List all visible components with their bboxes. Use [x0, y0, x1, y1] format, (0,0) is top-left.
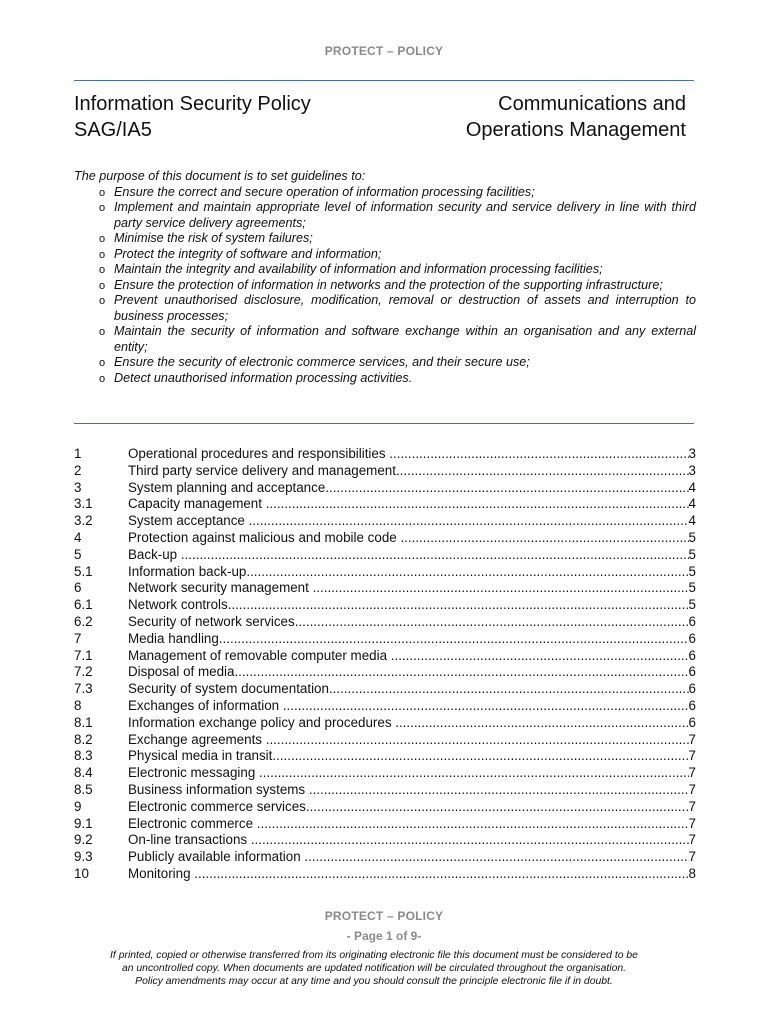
toc-section-number: 9.3: [74, 849, 93, 865]
toc-section-title: Capacity management: [128, 496, 266, 512]
toc-page-number: 5: [688, 529, 696, 545]
toc-section-title: Information exchange policy and procedures: [128, 714, 396, 730]
toc-section-number: 10: [74, 865, 89, 881]
footer-disclaimer: [74, 949, 674, 988]
toc-dot-leader: [246, 564, 688, 581]
toc-section-number: 9.2: [74, 832, 93, 848]
purpose-list: [74, 185, 696, 387]
document-title: [74, 91, 311, 143]
toc-section-title: Electronic commerce: [128, 815, 257, 831]
toc-page-number: 6: [688, 664, 696, 680]
toc-section-title: Information back-up: [128, 563, 247, 579]
toc-section-number: 2: [74, 462, 82, 478]
footer-protective-marking: PROTECT – POLICY: [324, 909, 444, 923]
toc-entry[interactable]: [74, 480, 696, 497]
toc-entry[interactable]: [74, 446, 696, 463]
toc-entry[interactable]: [74, 597, 696, 614]
toc-section-title: Back-up: [128, 546, 181, 562]
toc-page-number: 5: [688, 546, 696, 562]
toc-section-number: 8.3: [74, 748, 93, 764]
toc-page-number: 5: [688, 580, 696, 596]
toc-section-number: 8.4: [74, 765, 93, 781]
toc-entry[interactable]: [74, 849, 696, 866]
toc-section-number: 6.2: [74, 613, 93, 629]
subject-line-1: Communications and: [498, 93, 686, 115]
toc-entry[interactable]: [74, 463, 696, 480]
toc-dot-leader: [266, 496, 689, 513]
toc-section-number: 8.5: [74, 781, 93, 797]
toc-dot-leader: [306, 799, 689, 816]
toc-entry[interactable]: [74, 765, 696, 782]
toc-section-title: Protection against malicious and mobile code: [128, 529, 401, 545]
toc-section-title: On-line transactions: [128, 832, 251, 848]
policy-name: Information Security Policy: [74, 93, 311, 115]
toc-entry[interactable]: [74, 748, 696, 765]
toc-section-title: Physical media in transit: [128, 748, 273, 764]
toc-page-number: 6: [688, 714, 696, 730]
toc-dot-leader: [219, 631, 689, 648]
toc-section-title: Publicly available information: [128, 849, 305, 865]
toc-section-title: Electronic commerce services: [128, 798, 306, 814]
toc-page-number: 3: [688, 446, 696, 461]
purpose-item: o Protect the integrity of software and information;: [114, 247, 696, 263]
purpose-item: o Prevent unauthorised disclosure, modification, removal or destruction of assets and interruption to business processes;: [114, 293, 696, 324]
toc-dot-leader: [391, 648, 689, 665]
header-divider: [74, 80, 694, 81]
toc-dot-leader: [309, 782, 689, 799]
section-divider: [74, 423, 694, 424]
toc-section-number: 3.2: [74, 513, 93, 529]
toc-entry[interactable]: [74, 698, 696, 715]
toc-entry[interactable]: [74, 664, 696, 681]
toc-section-title: Exchange agreements: [128, 731, 266, 747]
toc-dot-leader: [395, 715, 688, 732]
toc-section-title: System acceptance: [128, 513, 249, 529]
toc-page-number: 7: [688, 765, 696, 781]
toc-page-number: 6: [688, 630, 696, 646]
toc-page-number: 7: [688, 798, 696, 814]
toc-section-number: 3: [74, 479, 82, 495]
toc-page-number: 6: [688, 613, 696, 629]
toc-section-number: 9.1: [74, 815, 93, 831]
toc-section-number: 7: [74, 630, 82, 646]
purpose-item: o Implement and maintain appropriate level of information security and service delivery in line with third party service delivery agreements;: [114, 200, 696, 231]
document-subject: [466, 91, 686, 143]
toc-section-number: 7.2: [74, 664, 93, 680]
toc-page-number: 4: [688, 513, 696, 529]
toc-page-number: 6: [688, 697, 696, 713]
toc-section-title: Disposal of media: [128, 664, 235, 680]
toc-entry[interactable]: [74, 782, 696, 799]
disclaimer-line: an uncontrolled copy. When documents are updated notification will be circulated throughout the organisation.: [121, 963, 627, 974]
toc-section-title: Network controls: [128, 597, 228, 613]
toc-entry[interactable]: [74, 816, 696, 833]
toc-entry[interactable]: [74, 648, 696, 665]
toc-page-number: 5: [688, 563, 696, 579]
toc-section-number: 5: [74, 546, 82, 562]
header-protective-marking: PROTECT – POLICY: [324, 44, 444, 58]
toc-section-title: Network security management: [128, 580, 313, 596]
toc-page-number: 7: [688, 731, 696, 747]
toc-page-number: 6: [688, 681, 696, 697]
toc-section-number: 9: [74, 798, 82, 814]
purpose-intro: The purpose of this document is to set guidelines to:: [74, 169, 366, 183]
toc-page-number: 7: [688, 781, 696, 797]
page-number: - Page 1 of 9-: [346, 929, 422, 943]
toc-entry[interactable]: [74, 832, 696, 849]
toc-page-number: 4: [688, 479, 696, 495]
disclaimer-line: Policy amendments may occur at any time and you should consult the principle electronic file if in doubt.: [135, 976, 613, 987]
toc-dot-leader: [295, 614, 689, 631]
purpose-item: o Ensure the protection of information in networks and the protection of the supporting infrastructure;: [114, 278, 696, 294]
toc-section-number: 7.3: [74, 681, 93, 697]
purpose-item: o Detect unauthorised information processing activities.: [114, 371, 696, 387]
toc-entry[interactable]: [74, 799, 696, 816]
toc-entry[interactable]: [74, 513, 696, 530]
toc-section-title: Management of removable computer media: [128, 647, 391, 663]
toc-dot-leader: [194, 866, 688, 883]
toc-entry[interactable]: [74, 580, 696, 597]
toc-entry[interactable]: [74, 631, 696, 648]
toc-dot-leader: [400, 530, 688, 547]
purpose-section: [74, 169, 696, 386]
toc-entry[interactable]: [74, 715, 696, 732]
toc-section-title: Security of system documentation: [128, 681, 329, 697]
toc-entry[interactable]: [74, 614, 696, 631]
toc-entry[interactable]: [74, 866, 696, 883]
toc-page-number: 7: [688, 832, 696, 848]
toc-dot-leader: [283, 698, 689, 715]
toc-section-title: Operational procedures and responsibilities: [128, 446, 390, 461]
toc-section-title: Monitoring: [128, 865, 195, 881]
toc-entry[interactable]: [74, 681, 696, 698]
purpose-item: o Ensure the correct and secure operation of information processing facilities;: [114, 185, 696, 201]
toc-dot-leader: [181, 547, 689, 564]
toc-page-number: 7: [688, 815, 696, 831]
toc-dot-leader: [228, 597, 689, 614]
toc-dot-leader: [234, 664, 688, 681]
toc-dot-leader: [389, 446, 688, 463]
toc-section-number: 7.1: [74, 647, 93, 663]
toc-page-number: 3: [688, 462, 696, 478]
toc-section-title: Media handling: [128, 630, 219, 646]
toc-page-number: 6: [688, 647, 696, 663]
toc-section-number: 1: [74, 446, 82, 461]
toc-dot-leader: [304, 849, 688, 866]
toc-dot-leader: [257, 816, 689, 833]
toc-page-number: 5: [688, 597, 696, 613]
toc-section-number: 3.1: [74, 496, 93, 512]
toc-dot-leader: [325, 480, 688, 497]
toc-dot-leader: [396, 463, 689, 480]
toc-section-number: 4: [74, 529, 82, 545]
purpose-item: o Minimise the risk of system failures;: [114, 231, 696, 247]
toc-section-number: 5.1: [74, 563, 93, 579]
toc-entry[interactable]: [74, 564, 696, 581]
toc-dot-leader: [329, 681, 689, 698]
purpose-item: o Maintain the security of information and software exchange within an organisation and any external entity;: [114, 324, 696, 355]
toc-section-title: Electronic messaging: [128, 765, 259, 781]
toc-entry[interactable]: [74, 732, 696, 749]
toc-section-title: Exchanges of information: [128, 697, 283, 713]
purpose-item: o Maintain the integrity and availability of information and information processing facilities;: [114, 262, 696, 278]
toc-section-number: 8: [74, 697, 82, 713]
toc-section-title: Security of network services: [128, 613, 295, 629]
toc-dot-leader: [259, 765, 689, 782]
subject-line-2: Operations Management: [465, 119, 686, 141]
disclaimer-line: If printed, copied or otherwise transferred from its originating electronic file this document must be considered to be: [110, 950, 638, 961]
purpose-item: o Ensure the security of electronic commerce services, and their secure use;: [114, 355, 696, 371]
toc-section-number: 6.1: [74, 597, 93, 613]
toc-dot-leader: [313, 580, 689, 597]
toc-section-number: 6: [74, 580, 82, 596]
toc-page-number: 7: [688, 849, 696, 865]
toc-section-title: System planning and acceptance: [128, 479, 326, 495]
toc-dot-leader: [249, 513, 689, 530]
toc-entry[interactable]: [74, 496, 696, 513]
toc-page-number: 4: [688, 496, 696, 512]
toc-section-title: Business information systems: [128, 781, 309, 797]
toc-entry[interactable]: [74, 547, 696, 564]
policy-reference: SAG/IA5: [74, 119, 152, 141]
toc-section-title: Third party service delivery and management: [128, 462, 396, 478]
table-of-contents: [74, 446, 696, 883]
toc-page-number: 8: [688, 865, 696, 881]
toc-entry[interactable]: [74, 530, 696, 547]
toc-dot-leader: [272, 748, 688, 765]
toc-dot-leader: [266, 732, 689, 749]
toc-section-number: 8.2: [74, 731, 93, 747]
toc-page-number: 7: [688, 748, 696, 764]
toc-section-number: 8.1: [74, 714, 93, 730]
toc-dot-leader: [251, 832, 689, 849]
